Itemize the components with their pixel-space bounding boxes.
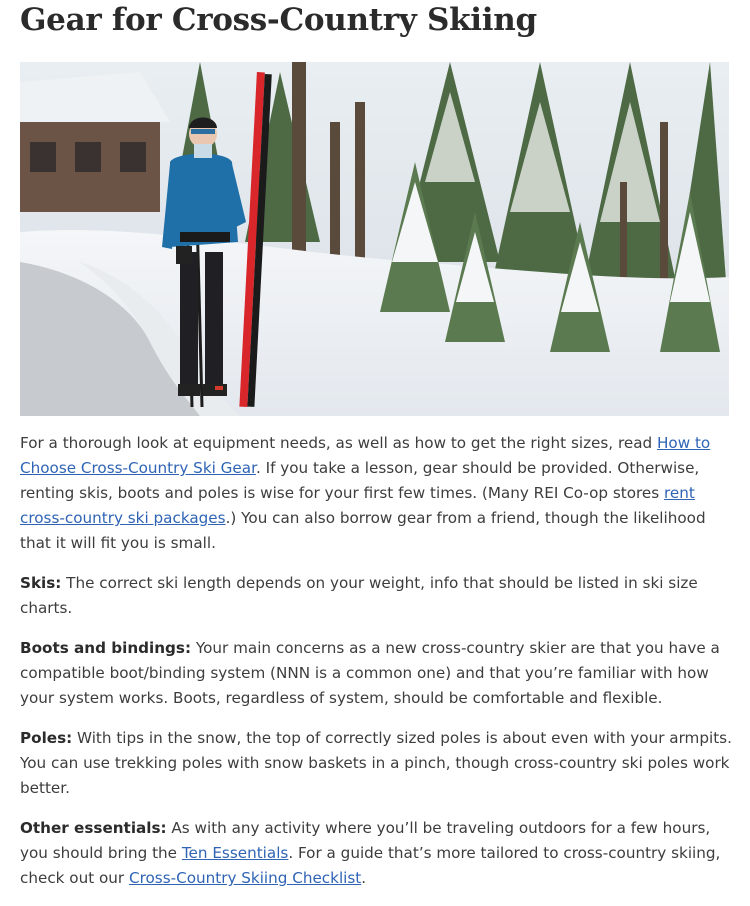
boots-label: Boots and bindings:: [20, 639, 192, 657]
intro-text-1: For a thorough look at equipment needs, as well as how to get the right sizes, read: [20, 434, 657, 452]
article-body: [20, 431, 735, 906]
photo-illustration: [20, 62, 729, 416]
other-essentials-paragraph: [20, 816, 735, 891]
other-text-3: .: [361, 869, 367, 887]
other-text-1: As with any activity where you’ll be traveling outdoors for a few hours, you should bring the: [20, 819, 711, 862]
ten-essentials-link[interactable]: Ten Essentials: [181, 844, 289, 862]
other-essentials-label: Other essentials:: [20, 819, 167, 837]
skis-label: Skis:: [20, 574, 62, 592]
boots-text: Your main concerns as a new cross-country skier are that you have a compatible boot/binding system (NNN is a common one) and that you’re familiar with how your system works. Boots, regardless of system, should be comfortable and flexible.: [20, 639, 720, 707]
how-to-choose-gear-link[interactable]: How to Choose Cross-Country Ski Gear: [20, 434, 711, 477]
section-heading: Gear for Cross-Country Skiing: [20, 2, 537, 38]
poles-paragraph: [20, 726, 735, 801]
boots-paragraph: [20, 636, 735, 711]
poles-label: Poles:: [20, 729, 73, 747]
other-text-2: . For a guide that’s more tailored to cross-country skiing, check out our: [20, 844, 721, 887]
intro-text-3: .) You can also borrow gear from a friend, though the likelihood that it will fit you is small.: [20, 509, 706, 552]
checklist-link[interactable]: Cross-Country Skiing Checklist: [128, 869, 362, 887]
skis-paragraph: [20, 571, 735, 621]
skier-photo: [20, 62, 729, 416]
rent-packages-link[interactable]: rent cross-country ski packages: [20, 484, 695, 527]
intro-text-2: . If you take a lesson, gear should be provided. Otherwise, renting skis, boots and poles is wise for your first few times. (Many REI Co-op stores: [20, 459, 700, 502]
intro-paragraph: [20, 431, 735, 556]
poles-text: With tips in the snow, the top of correctly sized poles is about even with your armpits. You can use trekking poles with snow baskets in a pinch, though cross-country ski poles work better.: [20, 729, 732, 797]
skis-text: The correct ski length depends on your weight, info that should be listed in ski size charts.: [20, 574, 698, 617]
